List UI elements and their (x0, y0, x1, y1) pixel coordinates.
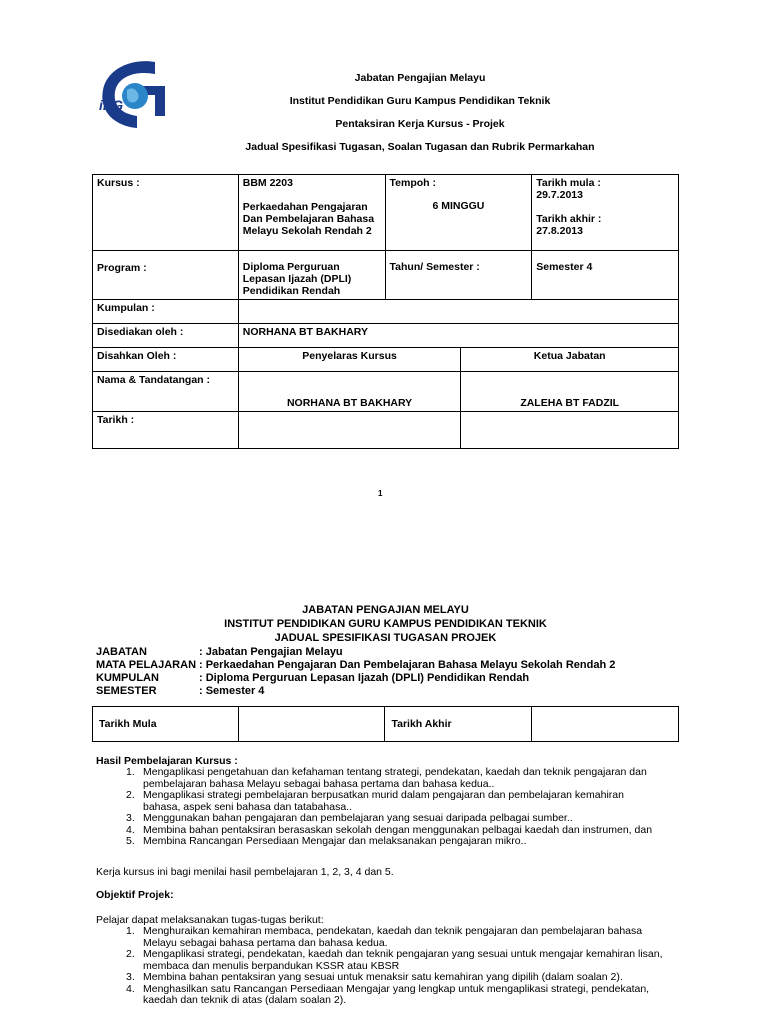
nama-label: Nama & Tandatangan : (93, 372, 239, 412)
disahkan-label: Disahkan Oleh : (93, 348, 239, 372)
kursus-title-line: Perkaedahan Pengajaran (242, 201, 368, 213)
list-item: 1. Mengaplikasi pengetahuan dan kefahaman tentang strategi, pendekatan, kaedah dan teknik pengajaran dan pembelajaran bahasa Melayu sebagai bahasa pertama dan bahasa kedua.. (126, 766, 647, 790)
list-item: 2. Mengaplikasi strategi pembelajaran berpusatkan murid dalam pengajaran dan pembelajaran kemahiran bahasa, aspek seni bahasa dan tatabahasa.. (126, 789, 624, 813)
page2-heading-schedule: JADUAL SPESIFIKASI TUGASAN PROJEK (274, 632, 497, 644)
list-item: 3. Menggunakan bahan pengajaran dan pembelajaran yang sesuai daripada pelbagai sumber.. (126, 812, 573, 824)
tarikh-mula-label: Tarikh mula : (536, 177, 601, 189)
nama-ketua: ZALEHA BT FADZIL (461, 372, 679, 412)
tarikh-label: Tarikh : (93, 412, 239, 449)
meta-key: SEMESTER (96, 685, 157, 697)
kursus-label: Kursus : (93, 175, 239, 251)
tarikh-akhir-label: Tarikh akhir : (536, 213, 602, 225)
disediakan-label: Disediakan oleh : (93, 324, 239, 348)
program-line: Pendidikan Rendah (242, 285, 341, 297)
list-item: 4. Membina bahan pentaksiran berasaskan sekolah dengan menggunakan pelbagai kaedah dan instrumen, dan (126, 823, 653, 836)
kursus-code: BBM 2203 (242, 177, 293, 189)
objektif-list (126, 926, 686, 1007)
program-cell (238, 251, 385, 300)
kursus-title-line: Dan Pembelajaran Bahasa (242, 213, 375, 225)
list-item: 1. Menghuraikan kemahiran membaca, pendekatan, kaedah dan teknik pengajaran dan pembelajaran bahasa Melayu sebagai bahasa pertama dan bahasa kedua. (126, 925, 643, 949)
page2-heading-institute: INSTITUT PENDIDIKAN GURU KAMPUS PENDIDIKAN TEKNIK (224, 618, 547, 630)
meta-row (96, 672, 529, 684)
list-item: 5. Membina Rancangan Persediaan Mengajar dan melaksanakan pengajaran mikro.. (126, 835, 527, 847)
tarikh-mula-header: Tarikh Mula (93, 707, 239, 742)
dates-table (92, 706, 679, 742)
program-label: Program : (93, 251, 239, 300)
meta-key: KUMPULAN (96, 672, 159, 684)
tarikh-ketua (461, 412, 679, 449)
hasil-heading: Hasil Pembelajaran Kursus : (96, 755, 238, 767)
header-schedule: Jadual Spesifikasi Tugasan, Soalan Tugasan dan Rubrik Permarkahan (245, 141, 595, 153)
meta-value: : Jabatan Pengajian Melayu (199, 646, 343, 658)
list-item: 2. Mengaplikasi strategi, pendekatan, kaedah dan teknik pengajaran yang sesuai untuk mengajar kemahiran lisan, membaca dan menulis berpandukan KSSR atau KBSR (126, 948, 663, 972)
hasil-list (126, 767, 686, 848)
page-number: 1 (378, 489, 383, 498)
meta-value: : Perkaedahan Pengajaran Dan Pembelajaran Bahasa Melayu Sekolah Rendah 2 (199, 659, 616, 671)
tempoh-label: Tempoh : (389, 177, 437, 189)
meta-key: JABATAN (96, 646, 147, 658)
tarikh-cell (532, 175, 679, 251)
tempoh-value: 6 MINGGU (432, 200, 485, 212)
kumpulan-value (238, 300, 678, 324)
svg-text:iPG: iPG (99, 97, 124, 113)
page2-heading-department: JABATAN PENGAJIAN MELAYU (302, 604, 469, 616)
tarikh-mula-value-cell (238, 707, 385, 742)
header-institute: Institut Pendidikan Guru Kampus Pendidikan Teknik (289, 95, 551, 107)
tahun-label: Tahun/ Semester : (385, 251, 532, 300)
meta-row (96, 685, 264, 697)
meta-row (96, 659, 615, 671)
meta-row (96, 646, 343, 658)
ketua-label: Ketua Jabatan (461, 348, 679, 372)
header-assessment: Pentaksiran Kerja Kursus - Projek (335, 118, 505, 130)
tempoh-cell (385, 175, 532, 251)
meta-key: MATA PELAJARAN (96, 659, 197, 671)
nama-penyelaras: NORHANA BT BAKHARY (238, 372, 461, 412)
objektif-intro: Pelajar dapat melaksanakan tugas-tugas berikut: (96, 914, 324, 926)
meta-value: : Diploma Perguruan Lepasan Ijazah (DPLI) Pendidikan Rendah (199, 672, 530, 684)
tarikh-mula-value: 29.7.2013 (536, 189, 583, 201)
list-item: 3. Membina bahan pentaksiran yang sesuai untuk menaksir satu kemahiran yang dipilih (dalam soalan 2). (126, 971, 623, 983)
program-line: Lepasan Ijazah (DPLI) (242, 273, 352, 285)
kerja-kursus-text: Kerja kursus ini bagi menilai hasil pembelajaran 1, 2, 3, 4 dan 5. (96, 866, 394, 878)
list-item: 4. Menghasilkan satu Rancangan Persediaan Mengajar yang lengkap untuk mengaplikasi strategi, pendekatan, kaedah dan teknik di atas (dalam soalan 2). (126, 982, 650, 1006)
penyelaras-label: Penyelaras Kursus (238, 348, 461, 372)
tarikh-penyelaras (238, 412, 461, 449)
kumpulan-label: Kumpulan : (93, 300, 239, 324)
objektif-heading: Objektif Projek: (96, 889, 174, 901)
kursus-cell (238, 175, 385, 251)
kursus-title-line: Melayu Sekolah Rendah 2 (242, 225, 372, 237)
program-line: Diploma Perguruan (242, 261, 340, 273)
disediakan-value: NORHANA BT BAKHARY (238, 324, 678, 348)
meta-value: : Semester 4 (199, 685, 265, 697)
semester-value: Semester 4 (532, 251, 679, 300)
tarikh-akhir-value: 27.8.2013 (536, 225, 583, 237)
course-info-table (92, 174, 679, 449)
header-department: Jabatan Pengajian Melayu (354, 72, 486, 84)
tarikh-akhir-value-cell (532, 707, 679, 742)
tarikh-akhir-header: Tarikh Akhir (385, 707, 532, 742)
